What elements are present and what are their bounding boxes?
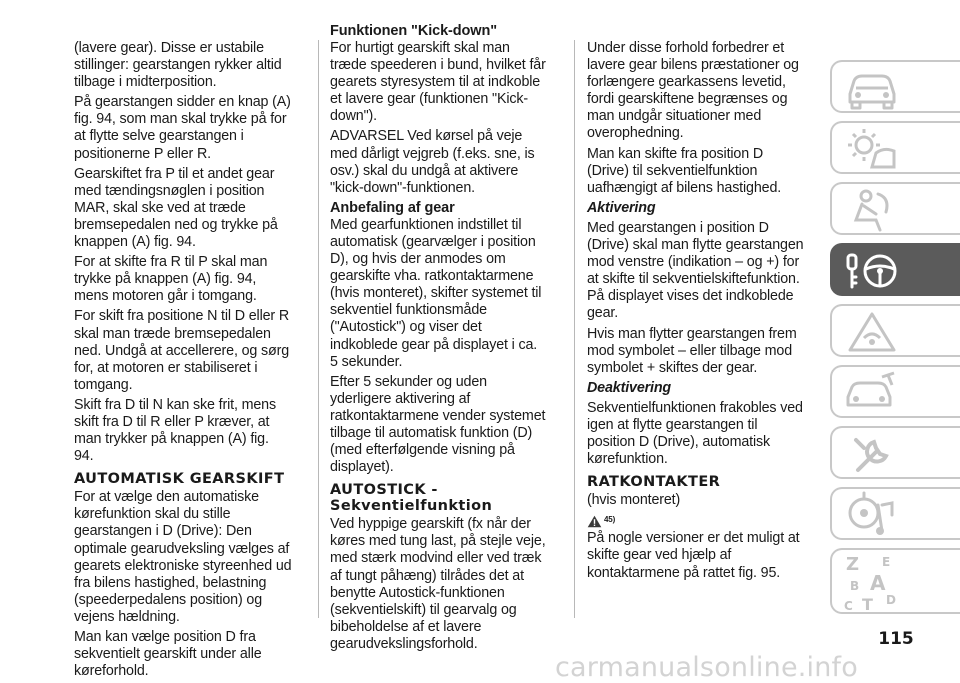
index-letter: D [886,593,896,607]
index-letter: E [882,555,891,569]
subsection-heading: Deaktivering [587,379,672,396]
paragraph: Hvis man flytter gearstangen frem mod symbolet – eller tilbage mod symbolet + skiftes der gear. [587,325,797,376]
paragraph: Ved hyppige gearskift (fx når der køres med tung last, på stejle veje, med stærk modvind eller ved træk af tungt påhæng) tilrådes det at benytte Autostick-funktionen (sekventielskift) til gearvalg og bibeholdelse af et lavere gearudvekslingsforhold. [330,516,546,652]
tab-multimedia[interactable] [830,487,960,540]
column-3 [587,40,805,585]
paragraph: På nogle versioner er det muligt at skifte gear ved hjælp af kontaktarmene på rattet fig. 95. [587,530,800,581]
paragraph: For hurtigt gearskift skal man træde speederen i bund, hvilket får gearets styresystem til at indkoble et lavere gear (funktionen "Kick-down"). [330,40,546,125]
warning-triangle-icon [587,515,602,528]
paragraph: Man kan skifte fra position D (Drive) til sekventielfunktion uafhængigt af bilens hastighed. [587,145,782,196]
column-divider [318,40,319,618]
car-service-icon [842,369,902,417]
paragraph: For skift fra positione N til D eller R skal man træde bremsepedalen ned. Undgå at accellerere, og sørg for, at motoren er stabiliseret i tomgang. [74,308,290,393]
tab-car[interactable] [830,60,960,113]
paragraph: Under disse forhold forbedrer et lavere gear bilens præstationer og forlængere gearkassens levetid, fordi gearskiftene begrænses og man undgår situationer med overophedning. [587,40,799,142]
tab-safety[interactable] [830,182,960,235]
paragraph: Med gearfunktionen indstillet til automatisk (gearvælger i position D), og hvis der anmodes om gearskifte vha. ratkontaktarmene (hvis monteret), skifter systemet til sekventiel funktionsmåde ("Autostick") og viser det indkoblede gear på displayet i ca. 5 sekunder. [330,216,542,370]
paragraph: Man kan vælge position D fra sekventielt gearskift under alle køreforhold. [74,629,262,680]
tab-emergency[interactable] [830,365,960,418]
paragraph: Sekventielfunktionen frakobles ved igen at flytte gearstangen til position D (Drive), automatisk kørefunktion. [587,399,803,468]
sun-dashboard-icon [842,125,902,173]
heading-line: AUTOSTICK - [330,482,438,499]
subsection-heading: Aktivering [587,199,656,216]
paragraph: Efter 5 sekunder og uden yderligere aktivering af ratkontaktarmene vender systemet tilbage til automatisk funktion (D) (med efterfølgende visning på displayet). [330,373,546,476]
warning-triangle-icon [842,308,902,356]
warning-number: 45) [604,515,616,525]
paragraph: Skift fra D til N kan ske frit, mens skift fra D til R eller P kræver, at man trykker på knappen (A) fig. 94. [74,396,276,465]
heading-line: Sekventielfunktion [330,498,493,515]
music-navigation-icon [842,491,902,539]
column-2 [330,23,548,656]
subsection-heading: Anbefaling af gear [330,199,455,216]
index-letter: C [844,599,853,613]
index-letter: T [862,595,873,614]
index-letter: Z [846,554,860,575]
watermark: carmanualsonline.info [555,652,858,683]
paragraph: For at skifte fra R til P skal man trykke på knappen (A) fig. 94, mens motoren går i tomgang. [74,254,268,305]
car-icon [842,64,902,112]
paragraph: Med gearstangen i position D (Drive) skal man flytte gearstangen mod venstre (indikation – og +) for at skifte til sekventielskiftefunktion. På displayet vises det indkoblede gear. [587,219,804,322]
tab-index[interactable] [830,548,960,614]
section-heading: AUTOMATISK GEARSKIFT [74,471,285,488]
column-divider [574,40,575,618]
key-steering-wheel-icon [842,247,902,295]
paragraph: Gearskiftet fra P til et andet gear med tændingsnøglen i position MAR, skal ske ved at træde bremsepedalen ned og trykke på knappen (A) fig. 94. [74,165,278,251]
page-number: 115 [878,629,914,649]
section-heading: RATKONTAKTER [587,474,721,491]
tab-warnings[interactable] [830,304,960,357]
paragraph: (hvis monteret) [587,492,681,509]
tab-dashboard[interactable] [830,121,960,174]
section-heading [330,482,548,514]
tab-starting-driving[interactable] [830,243,960,296]
column-1 [74,40,292,683]
section-heading: Funktionen "Kick-down" [330,23,498,39]
paragraph: (lavere gear). Disse er ustabile stillinger: gearstangen rykker altid tilbage i midterposition. [74,40,282,91]
warning-reference [587,512,805,528]
tab-maintenance[interactable] [830,426,960,479]
airbag-person-icon [842,186,902,234]
paragraph: På gearstangen sidder en knap (A) fig. 94, som man skal trykke på for at flytte selve gearstangen i positionerne P eller R. [74,94,291,162]
wrench-icon [842,430,902,478]
paragraph: For at vælge den automatiske kørefunktion skal du stille gearstangen i D (Drive): Den optimale gearudveksling vælges af gearets elektroniske styreenhed ud fra bilens hastighed, belastning (speederpedalens position) og vejens hældning. [74,489,292,625]
paragraph: ADVARSEL Ved kørsel på veje med dårligt vejgreb (f.eks. sne, is osv.) skal du undgå at aktivere "kick-down"-funktionen. [330,128,535,196]
index-letter: B [850,579,860,593]
index-letter: A [870,571,886,595]
index-letters-icon [842,552,922,614]
